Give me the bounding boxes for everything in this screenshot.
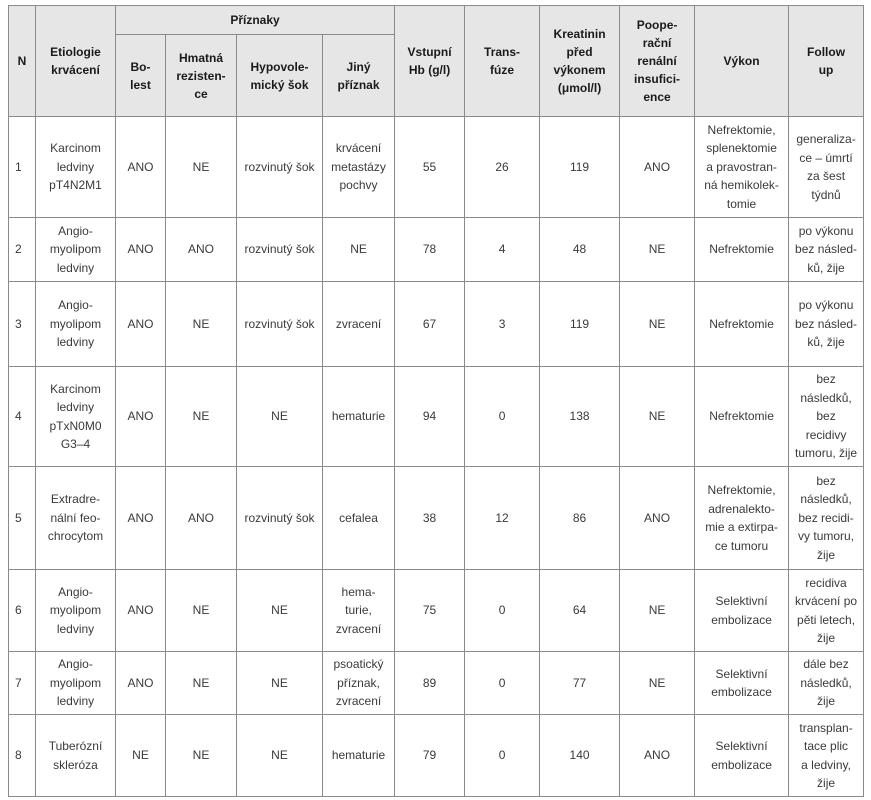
cell-insuficience: NE (620, 367, 695, 467)
cell-insuficience: ANO (620, 715, 695, 797)
cell-etiologie: Angio- myolipom ledviny (36, 282, 116, 367)
cell-hmatna: ANO (166, 467, 237, 570)
cell-insuficience: NE (620, 652, 695, 715)
cell-follow-up: dále bez následků, žije (789, 652, 864, 715)
cell-vykon: Nefrektomie (695, 367, 789, 467)
header-etiologie: Etiologie krvácení (36, 6, 116, 117)
cell-hb: 75 (395, 570, 465, 652)
cell-hmatna: NE (166, 367, 237, 467)
header-row-top (9, 6, 864, 35)
cell-follow-up: bez následků, bez recidi- vy tumoru, žije (789, 467, 864, 570)
cell-hmatna: NE (166, 282, 237, 367)
cell-insuficience: NE (620, 218, 695, 282)
cell-transfuze: 0 (465, 570, 540, 652)
cell-vykon: Selektivní embolizace (695, 570, 789, 652)
cell-transfuze: 26 (465, 117, 540, 218)
cell-hb: 78 (395, 218, 465, 282)
cell-hb: 67 (395, 282, 465, 367)
header-bolest: Bo- lest (116, 35, 166, 117)
cell-hmatna: NE (166, 652, 237, 715)
cell-kreatinin: 119 (540, 282, 620, 367)
cell-hypovolemicky: NE (237, 367, 323, 467)
cell-jiny: hematurie (323, 367, 395, 467)
cell-transfuze: 12 (465, 467, 540, 570)
table-body (9, 117, 864, 797)
header-priznaky: Příznaky (116, 6, 395, 35)
cell-n: 4 (9, 367, 36, 467)
cell-n: 1 (9, 117, 36, 218)
cell-n: 5 (9, 467, 36, 570)
cell-bolest: NE (116, 715, 166, 797)
cell-kreatinin: 48 (540, 218, 620, 282)
cell-transfuze: 0 (465, 715, 540, 797)
cell-hb: 38 (395, 467, 465, 570)
cell-hmatna: NE (166, 570, 237, 652)
table-row (9, 117, 864, 218)
cell-jiny: psoatický příznak, zvracení (323, 652, 395, 715)
cell-n: 3 (9, 282, 36, 367)
cell-etiologie: Angio- myolipom ledviny (36, 652, 116, 715)
cell-bolest: ANO (116, 570, 166, 652)
cell-jiny: cefalea (323, 467, 395, 570)
cell-follow-up: transplan- tace plic a ledviny, žije (789, 715, 864, 797)
cell-etiologie: Karcinom ledviny pTxN0M0 G3–4 (36, 367, 116, 467)
header-jiny-priznak: Jiný příznak (323, 35, 395, 117)
cell-jiny: krvácení metastázy pochvy (323, 117, 395, 218)
cell-insuficience: ANO (620, 117, 695, 218)
cell-follow-up: po výkonu bez násled- ků, žije (789, 282, 864, 367)
cell-hypovolemicky: rozvinutý šok (237, 218, 323, 282)
cell-hb: 89 (395, 652, 465, 715)
header-hypovolemicky-sok: Hypovole- mický šok (237, 35, 323, 117)
table-row (9, 282, 864, 367)
header-follow-up: Follow up (789, 6, 864, 117)
cell-insuficience: NE (620, 282, 695, 367)
cell-vykon: Nefrektomie (695, 218, 789, 282)
cell-transfuze: 4 (465, 218, 540, 282)
cell-hmatna: NE (166, 117, 237, 218)
cell-kreatinin: 77 (540, 652, 620, 715)
cell-bolest: ANO (116, 282, 166, 367)
header-pooperacni-insuficience: Poope- rační renální insufici- ence (620, 6, 695, 117)
cell-bolest: ANO (116, 367, 166, 467)
cell-kreatinin: 119 (540, 117, 620, 218)
header-vstupni-hb: Vstupní Hb (g/l) (395, 6, 465, 117)
cell-jiny: hematurie (323, 715, 395, 797)
cell-n: 2 (9, 218, 36, 282)
cell-transfuze: 3 (465, 282, 540, 367)
table-row (9, 570, 864, 652)
cell-insuficience: NE (620, 570, 695, 652)
cell-hypovolemicky: rozvinutý šok (237, 467, 323, 570)
cell-kreatinin: 140 (540, 715, 620, 797)
cell-bolest: ANO (116, 652, 166, 715)
cell-etiologie: Tuberózní skleróza (36, 715, 116, 797)
table-row (9, 652, 864, 715)
cell-bolest: ANO (116, 117, 166, 218)
cell-transfuze: 0 (465, 367, 540, 467)
cell-kreatinin: 86 (540, 467, 620, 570)
table-row (9, 367, 864, 467)
cell-bolest: ANO (116, 218, 166, 282)
header-transfuze: Trans- fúze (465, 6, 540, 117)
cell-hb: 55 (395, 117, 465, 218)
header-n: N (9, 6, 36, 117)
cell-hypovolemicky: NE (237, 652, 323, 715)
cell-hb: 79 (395, 715, 465, 797)
patients-table (8, 5, 864, 797)
cell-jiny: NE (323, 218, 395, 282)
cell-vykon: Selektivní embolizace (695, 715, 789, 797)
cell-hmatna: ANO (166, 218, 237, 282)
cell-kreatinin: 64 (540, 570, 620, 652)
table-row (9, 467, 864, 570)
cell-hypovolemicky: rozvinutý šok (237, 117, 323, 218)
cell-transfuze: 0 (465, 652, 540, 715)
cell-vykon: Selektivní embolizace (695, 652, 789, 715)
cell-vykon: Nefrektomie, splenektomie a pravostran- ná hemikolek- tomie (695, 117, 789, 218)
cell-hb: 94 (395, 367, 465, 467)
cell-jiny: zvracení (323, 282, 395, 367)
header-kreatinin: Kreatinin před výkonem (μmol/l) (540, 6, 620, 117)
table-header (9, 6, 864, 117)
cell-kreatinin: 138 (540, 367, 620, 467)
cell-jiny: hema- turie, zvracení (323, 570, 395, 652)
cell-vykon: Nefrektomie (695, 282, 789, 367)
cell-hypovolemicky: NE (237, 715, 323, 797)
cell-insuficience: ANO (620, 467, 695, 570)
cell-n: 7 (9, 652, 36, 715)
header-hmatna-rezistence: Hmatná rezisten- ce (166, 35, 237, 117)
cell-vykon: Nefrektomie, adrenalekto- mie a extirpa- ce tumoru (695, 467, 789, 570)
cell-hypovolemicky: NE (237, 570, 323, 652)
cell-n: 8 (9, 715, 36, 797)
cell-etiologie: Angio- myolipom ledviny (36, 218, 116, 282)
cell-follow-up: bez následků, bez recidivy tumoru, žije (789, 367, 864, 467)
cell-n: 6 (9, 570, 36, 652)
header-vykon: Výkon (695, 6, 789, 117)
cell-follow-up: recidiva krvácení po pěti letech, žije (789, 570, 864, 652)
cell-bolest: ANO (116, 467, 166, 570)
cell-follow-up: generaliza- ce – úmrtí za šest týdnů (789, 117, 864, 218)
table-row (9, 715, 864, 797)
cell-follow-up: po výkonu bez násled- ků, žije (789, 218, 864, 282)
cell-etiologie: Angio- myolipom ledviny (36, 570, 116, 652)
cell-hmatna: NE (166, 715, 237, 797)
table-row (9, 218, 864, 282)
cell-etiologie: Karcinom ledviny pT4N2M1 (36, 117, 116, 218)
cell-hypovolemicky: rozvinutý šok (237, 282, 323, 367)
cell-etiologie: Extradre- nální feo- chrocytom (36, 467, 116, 570)
